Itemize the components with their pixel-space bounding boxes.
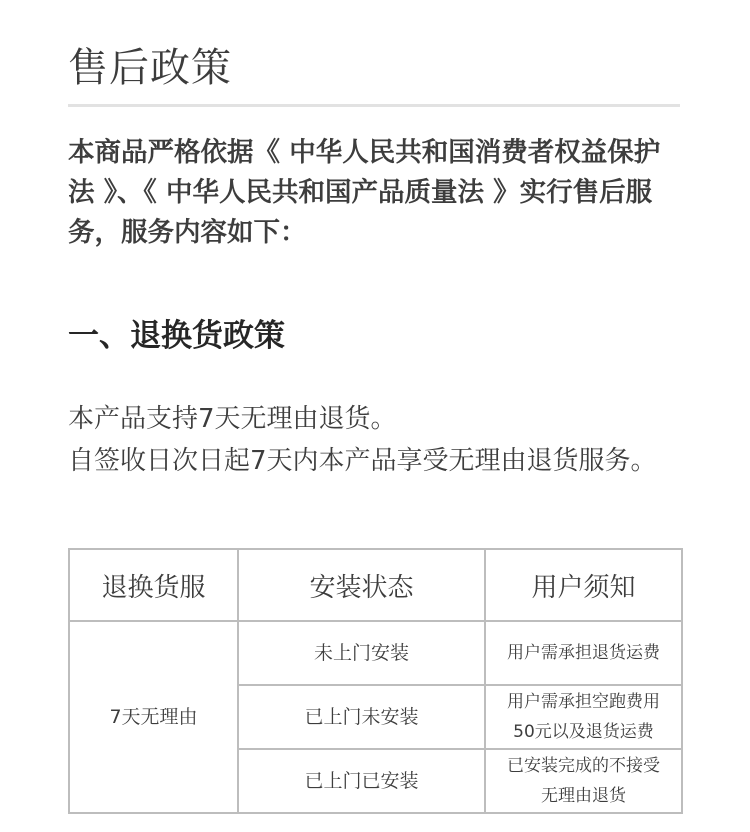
- service-type-cell: 7天无理由: [69, 621, 238, 813]
- user-notice-cell: [485, 621, 682, 685]
- user-notice-cell: [485, 749, 682, 813]
- notice-line: 已安装完成的不接受: [507, 756, 660, 776]
- title-divider: [68, 104, 680, 107]
- policy-line: 自签收日次日起7天内本产品享受无理由退货服务。: [68, 446, 657, 476]
- page-title: 售后政策: [68, 45, 232, 91]
- header-install-status: 安装状态: [238, 549, 485, 621]
- notice-line: 用户需承担空跑费用: [507, 692, 660, 712]
- return-policy-table: [68, 548, 683, 814]
- intro-paragraph: 本商品严格依据《 中华人民共和国消费者权益保护法 》、《 中华人民共和国产品质量法 》实行售后服务，服务内容如下：: [68, 137, 661, 248]
- table-row: [69, 621, 682, 685]
- user-notice-cell: [485, 685, 682, 749]
- header-user-notice: 用户须知: [485, 549, 682, 621]
- notice-line: 无理由退货: [541, 786, 626, 806]
- section-heading-return-policy: 一、退换货政策: [68, 318, 285, 354]
- install-status-cell: 已上门已安装: [238, 749, 485, 813]
- install-status-cell: 已上门未安装: [238, 685, 485, 749]
- policy-line: 本产品支持7天无理由退货。: [68, 404, 397, 434]
- return-policy-text: [68, 398, 708, 482]
- install-status-cell: 未上门安装: [238, 621, 485, 685]
- notice-line: 用户需承担退货运费: [507, 643, 660, 663]
- notice-line: 50元以及退货运费: [513, 722, 654, 742]
- header-service-type: 退换货服: [69, 549, 238, 621]
- table-header-row: [69, 549, 682, 621]
